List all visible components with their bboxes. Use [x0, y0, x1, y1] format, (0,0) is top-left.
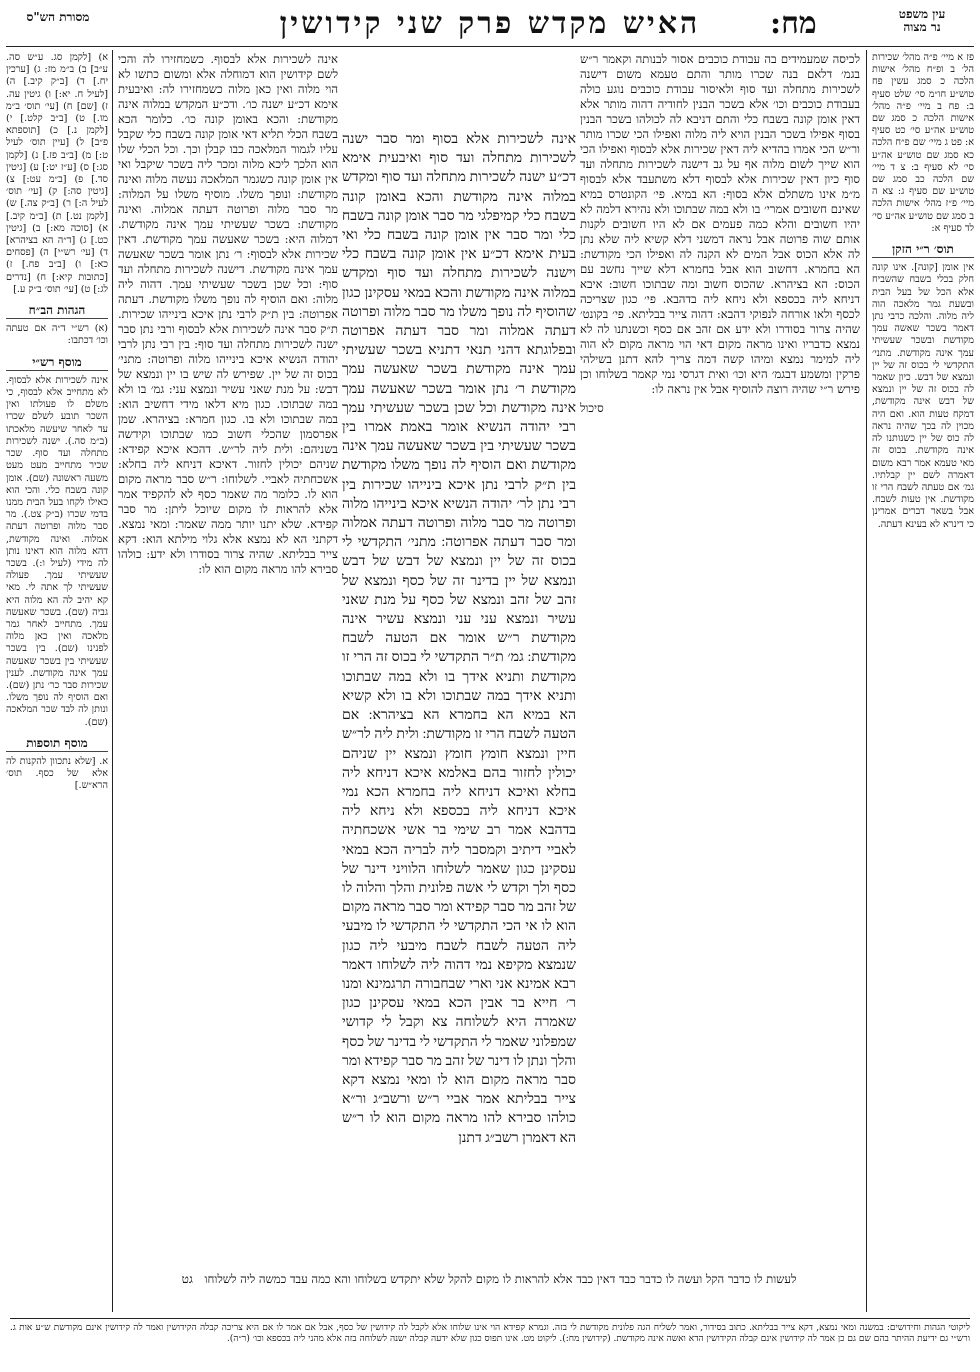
- bottom-left-mark: גט: [181, 1272, 193, 1286]
- ein-mishpat-label-line2: נר מצוה: [903, 20, 941, 34]
- ein-mishpat-label-line1: עין משפט: [898, 7, 946, 21]
- left-margin-column: [6, 52, 108, 1312]
- tosafot-end-mark: סיכול: [580, 401, 604, 415]
- header-rule: [6, 46, 974, 47]
- tosafot-rid-header: תוס׳ ר״י הזקן: [872, 243, 974, 258]
- rashi-text: אינה לשכירות אלא לבסוף. כשמחזירו לה והכי לשם קידושין הוא דמוחלה אלא ומשום כתשו לא הוי מלוה ואין כאן מלוה כשמחזירו לה: ואיבעית אימא דכ״ע ישנה כו׳. ודכ״ע המקדש במלוה אינה מקודשת: והכא באומן קונה כו׳. כלומר הכא בשבח הכלי תליא דאי אומן קונה בשבח כלי שקבל עליו לגמור המלאכה כבו קבלן וכך. וכל הכלי שלו הוא הלכך ליכא מלוה ומכר ליה בשכר שיקבל ואי אין אומן קונה כשגמר המלאכה נעשה מלוה ואינה מקודשת: ונופך משלו. מוסיף משלו על המלוה: מר סבר מלוה ופרוטה דעתה אמלוה. ואינה מקודשת: בשכר שעשיתי עמך אינה מקודשת. דמלוה היא: בשכר שאעשה עמך מקודשת. דאין שכירות אלא לבסוף: ר׳ נתן אומר בשכר שאעשה עמך אינה מקודשת. דישנה לשכירות מתחלה ועד סוף: וכל שכן בשכר שעשיתי עמך. דהוה ליה מלוה: ואם הוסיף לה נופך משלו מקודשת. דעתה אפרוטה: בין ת״ק לרבי נתן איכא בינייהו שכירות. ת״ק סבר אינה לשכירות אלא לבסוף ורבי נתן סבר ישנה לשכירות מתחלה ועד סוף: בין רבי נתן לרבי יהודה הנשיא איכא בינייהו מלוה ופרוטה: מתני׳ בכוס זה של יין. שפירש לה שיש בו יין ונמצא של דבש: על מנת שאני עשיר ונמצא עני: גמ׳ בו ולא במה שבתוכו. כגון מיא דלאו מידי דחשיב הוא: במה שבתוכו ולא בו. כגון חמרא: בציהרא. שמן אפרסמון שהכלי חשוב כמו שבתוכו וקידשה בשניהם: ולית ליה לר״ש. דהכא איכא קפידא: שניהם יכולין לחזור. דאיכא דניחא ליה בחלא: אשכחתיה לאביי. לשלוחו: ר״ש סבר מראה מקום הוא לו. כלומר מה שאמר כסף לא להקפיד אמר אלא להראות לו מקום שיוכל ליתן: מר סבר קפידא. שלא יתנו יותר ממה שאמר: ומאי נמצא. דקתני הא לא נמצא אלא גלוי מילתא הוא: דקא צייר בבליתא. שהיה צרור בסודרו ולא ידע: כולהו סבירא להו מראה מקום הוא לו:: [118, 52, 338, 576]
- column-divider: [866, 50, 867, 1312]
- gemara-text: אינה לשכירות אלא בסוף ומר סבר ישנה לשכירות מתחלה ועד סוף ואיבעית אימא דכ״ע ישנה לשכירות מתחלה ועד סוף ומקדש במלוה אינה מקודשת והכא באומן קונה בשבח כלי קמיפלגי מר סבר אומן קונה בשבח כלי ומר סבר אין אומן קונה בשבח כלי ואי בעית אימא דכ״ע אין אומן קונה בשבח כלי וישנה לשכירות מתחלה ועד סוף ומקדש במלוה אינה מקודשת והכא במאי עסקינן כגון שהוסיף לה נופך משלו מר סבר מלוה ופרוטה דעתה אמלוה ומר סבר דעתה אפרוטה ובפלוגתא דהני תנאי דתניא בשכר שעשיתי עמך אינה מקודשת בשכר שאעשה עמך מקודשת ר׳ נתן אומר בשכר שאעשה עמך אינה מקודשת וכל שכן בשכר שעשיתי עמך רבי יהודה הנשיא אומר באמת אמרו בין בשכר שעשיתי בין בשכר שאעשה עמך אינה מקודשת ואם הוסיף לה נופך משלו מקודשת בין ת״ק לרבי נתן איכא בינייהו שכירות בין רבי נתן לר׳ יהודה הנשיא איכא בינייהו מלוה ופרוטה מר סבר מלוה ופרוטה דעתה אמלוה ומר סבר דעתה אפרוטה: מתני׳ התקדשי לי בכוס זה של יין ונמצא של דבש של דבש ונמצא של יין בדינר זה של כסף ונמצא של זהב של זהב ונמצא של כסף על מנת שאני עשיר ונמצא עני עני ונמצא עשיר אינה מקודשת ר״ש אומר אם הטעה לשבח מקודשת: גמ׳ ת״ר התקדשי לי בכוס זה הרי זו מקודשת ותניא אידך בו ולא במה שבתוכו ותניא אידך במה שבתוכו ולא בו ולא קשיא הא במיא הא בחמרא הא בציהרא: אם הטעה לשבח הרי זו מקודשת: ולית ליה לר״ש חיין ונמצא חומץ חומץ ונמצא יין שניהם יכולין לחזור בהם באלמא איכא דניחא ליה בחלא ואיכא דניחא ליה בחמרא הכא נמי איכא דניחא ליה בכספא ולא ניחא ליה בדהבא אמר רב שימי בר אשי אשכחתיה לאביי דיתיב וקמסבר ליה לבריה הכא במאי עסקינן כגון שאמר לשלוחו הלוויני דינר של כסף ולך וקדש לי אשה פלונית והלך והלוה לו של זהב מר סבר קפידא ומר סבר מראה מקום הוא לו אי הכי התקדשי לי התקדשי לו מיבעי ליה הטעה לשבח לשבח מיבעי ליה כגון שנמצא מקיפא נמי דהוה ליה לשלוחו דאמר רבא אמינא אני וארי שבחבורה תרגמינא ומנו ר׳ חייא בר אבין הכא במאי עסקינן כגון שאמרה היא לשלוחה צא וקבל לי קדושי שמפלוני שאמר לי התקדשי לי בדינר של כסף והלך ונתן לו דינר של זהב מר סבר קפידא ומר סבר מראה מקום הוא לו ומאי נמצא דקא צייר בבליתא אמר אביי ר״ש ורשב״ג ור״א כולהו סבירא להו מראה מקום הוא לו ר״ש הא דאמרן רשב״ג דתנן: [342, 132, 576, 1146]
- bottom-line: [118, 1272, 860, 1312]
- page-title: האיש מקדש פרק שני קידושין: [279, 6, 701, 41]
- column-divider-left: [112, 50, 113, 1312]
- footnote: ליקוטי הגהות וחידושים: במשנה ומאי נמצא, דקא צייר בבליתא. כתוב בסידור, ואמר לשליח הגה פלונית מקודשת לי בזה. וגמרא קפידא הוי אינו שלוחו אלא לקבל לה קידושין של כסף, אבל אם אמר לו אם היא צריכה קבלה הקידושין ואמר לה קידושין אינם מקודשת ש״ע אות ג. ורש״י גם ידיעת ההיתר בהם שם גם כן אמר לה קידושין אינם קבלה הקידושין הדא ואשה אינה מקודשת. (קידושין מח:). ליקוט מט. אינו תפוס כגון שלא ידעה קבלה ישנה לשלוחה בזה אלא מהני ליה בכספא וכו׳ (ר״ה).: [10, 1318, 970, 1345]
- musaf-rashi-header: מוסף רש״י: [6, 356, 108, 371]
- masoret-label: מסורת הש"ס: [26, 10, 90, 24]
- daf-number: מח:: [770, 6, 817, 41]
- hagahot-header: הגהות הב״ח: [6, 304, 108, 319]
- tosafot-text: לכיסה שמעמידים בה עבודת כוכבים אסור לבנותה וקאמר ר״ש בגמ׳ דלאם בנה שכרו מותר והתם טעמא משום דישנה לשכירות מתחלה ועד סוף ולאיסור עבודת כוכבים נוגע כולה בעבודת כוכבים וכו׳ אלא בשכר הבנין לחודיה דהוה מותר אלא דאין אומן קונה בשבח כלי והתם דניבא לה לכולהו בשכר הבנין בסוף אפילו בשכר הבנין הויא ליה מלוה ואפילו הכי שכרו מותר ור״ש הכי אמרו בהדיא ליה דאין שכירות אלא לבסוף ואפילו הכי הוא שייך לשום מלוה אף על גב דישנה לשכירות מתחלה ועד סוף כיון דאין שכירות אלא לבסוף דלא משתעבד אלא לבסוף מ״מ אינו משתלם אלא בסוף: הא במיא. פי׳ הקונטרס במיא שאינם חשובים אמרי׳ בו ולא במה שבתוכו ולא נהירא דלמה לא יהיו חשובים והלא כמה פעמים אם לא היו חשובים לקנות אותם שוה פרוטה אבל נראה דמשני דלא קשיא ליה שלא נתן לה אלא הכוס אבל המים לא הקנה לה ואפילו הכי מקודשת: הא בחמרא. דחשוב הוא אבל בחמרא דלא שייך נחשב עם הכוס: הא בציהרא. שהכוס חשוב ומה שבתוכו חשוב: איבא דניחא ליה בכספא ולא ניחא ליה בדהבא. פי׳ כגון שצריכה לכסף ולאו אורחה לנפוקי דהבא: דהוה צייר בבליתא. פי׳ בקונט׳ שהיה צרור בסודרו ולא ידע אם זהב אם כסף וכשנתנו לה לא נמצא כדבריו ואינו מראה מקום דאי הוי מראה מקום לא הוה ליה למימר נמצא ומיהו קשה דמה צריך להא דתנן בשילהי פרקין ומשמע דבגמ׳ היא וכו׳ ואית דגרסי נמי קאמר בשלוחו וכן פירש ר״י שהיה רוצה להוסיף אבל אין נראה לו:: [580, 52, 860, 396]
- tosafot-rid-text: אין אומן [קונה]. אינו קונה חלק בכלי בשבח שהשביח אלא הכל של בעל הבית ובשעת גמר מלאכה הוה ליה מלוה. והלכה כרבי נתן דאמר בשכר שאשה עמך מקודשת ובשכר שעשיתי עמך אינה מקודשת. מתני׳ התקדשי לי בכוס זה של יין ונמצא של דבש. כיון שאמר לה בכוס זה של יין ונמצא של דבש אינה מקודשת, דמקח טעות הוא. ואם היה מכוין לה בכך שהיה נראה לה כוס של יין כשנותנו לה אינה מקודשת. בכוס זה מאי טעמא אמר רבא משום דאמרה לשם יין קבלתיו. גמ׳ אם טעתה לשבח הרי זו מקודשת. אין טעות לשבח. אבל בשאר דברים אמרינן כי דינרא לא בעינא דעתה.: [872, 262, 974, 530]
- tosafot-column: [580, 52, 860, 1268]
- musaf-tosafot-header: מוסף תוספות: [6, 737, 108, 752]
- hagahot-text: (א) רש״י ד״ה אם טעתה וכו׳ דכתבו:: [6, 323, 108, 347]
- ein-mishpat-text: פז א מיי׳ פ״ה מהל׳ שכירות הל׳ ב ופ״ח מהל׳ אישות הלכה כ סמג עשין פח טוש״ע חו״מ סי׳ שלט סעיף ב: פח ב מיי׳ פ״ה מהל׳ אישות הלכה כ סמג שם טוש״ע אה״ע סי׳ כט סעיף א: פט ג מיי׳ שם פ״ח הלכה כא סמג שם טוש״ע אה״ע סי׳ לא סעיף ב: צ ד מיי׳ שם הלכה כב סמג שם טוש״ע שם סעיף ג: צא ה מיי׳ פ״ז מהל׳ אישות הלכה ב סמג שם טוש״ע אה״ע סי׳ לד סעיף א:: [872, 52, 974, 234]
- bottom-line-text: לעשות לו כדבר הקל ועשה לו כדבר כבד דאין כבד אלא להראות לו מקום להקל שלא יתקדש בשלוחו והא כמה עבד כמשה ליה לשלוחו: [204, 1272, 797, 1286]
- gemara-main-text: [342, 130, 576, 1280]
- musaf-rashi-text: אינה לשכירות אלא לבסוף. לא מתחייב אלא לבסוף, כי משלם לו פעולתו ואין השכר תובע לשלם שכרו עד לאחר שיעשה מלאכתו (ב״מ סה.). ישנה לשכירות מתחלה ועד סוף. שכר שכיר מתחייב מעט מעט משעה ראשונה (שם). אומן קונה בשבח כלי. והכי הוא כאילו לקחו בעל הבית ממנו בדמי שכרו (ב״ק צט.). מר סבר מלוה ופרוטה דעתה אמלוה. ואינה מקודשת, דהא מלוה הוא דאינו נותן לה מידי (לעיל ו:). בשכר שעשיתי עמך. פעולה שעשיתי לך אתה לי. מאי קא יהיב לה הא מלוה היא גביה (שם). בשכר שאעשה עמך. מתחייב לאחר גמר מלאכה ואין כאן מלוה לפנינו (שם). בין בשכר שעשיתי בין בשכר שאעשה עמך אינה מקודשת. לענין שכירות סבר כר׳ נתן (שם). ואם הוסיף לה נופך משלו. ונותן לה לבד שכר המלאכה (שם).: [6, 374, 108, 728]
- ein-mishpat-label: [870, 8, 974, 34]
- right-margin-column: [872, 52, 974, 1312]
- masoret-text: א) [לקמן סג. ע״ש סה. ע״ב] ב) ב״מ מז: ג) [ערכין יח.] ד) [ב״ק קיב.] ה) [לעיל ח. יא:] ו) גיטין עה. ז) [שם] ח) [עי׳ תוס׳ ב״מ מו.] ט) [ב״ב קלט.] י) [לקמן נ.] כ) [תוספתא פ״ב] ל) [עיין תוס׳ לעיל ט:] מ) [ב״ב פז.] נ) [לקמן סג:] ס) [ע״ז יט:] ע) [גיטין סד.] פ) [ב״מ עט:] צ) [גיטין סה:] ק) [עי׳ תוס׳ לעיל ה:] ר) [ב״ק צה.] ש) [לקמן נט.] ת) [ב״מ קיב.] א) [סוכה מא:] ב) [גיטין כט.] ג) [ד״ה הא בציהרא] ד) [עי׳ רש״י] ה) [פסחים כא:] ו) [ב״ב פח.] ז) [כתובות קיא:] ח) [נדרים לג:] ט) [עי׳ תוס׳ ב״ק ע.]: [6, 52, 108, 295]
- musaf-tosafot-text: א. [שלא נתכוון להקנות לה אלא של כסף. תוס׳ הרא״ש.]: [6, 755, 108, 792]
- rashi-column: [118, 52, 338, 1268]
